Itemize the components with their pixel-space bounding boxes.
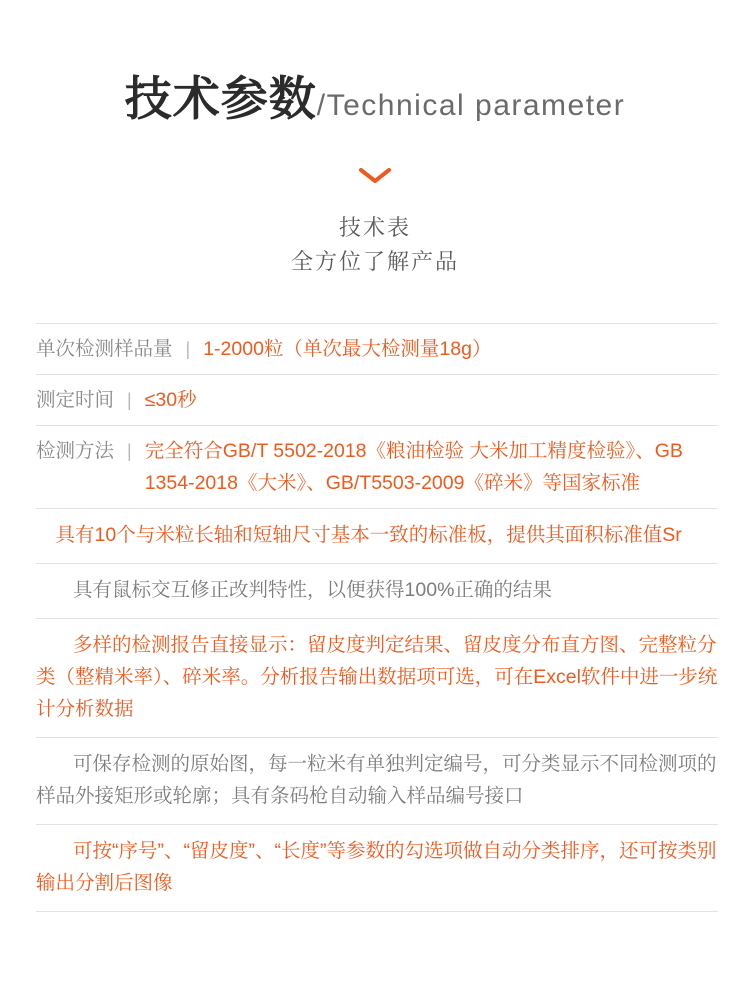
page-title: 技术参数: [124, 72, 317, 125]
table-row: [36, 825, 718, 912]
subheading-line-2: 全方位了解产品: [290, 249, 459, 274]
subheading-block: [0, 211, 750, 279]
row-separator: |: [127, 441, 132, 461]
row-value: 具有10个与米粒长轴和短轴尺寸基本一致的标准板，提供其面积标准值Sr: [55, 524, 682, 546]
row-separator: |: [185, 339, 191, 359]
table-row: [36, 426, 718, 509]
row-value: 可保存检测的原始图，每一粒米有单独判定编号，可分类显示不同检测项的样品外接矩形或轮廓；具有条码枪自动输入样品编号接口: [36, 753, 717, 807]
row-value: ≤30秒: [144, 389, 197, 411]
chevron-down-icon: [358, 167, 392, 189]
row-label: 检测方法: [36, 440, 115, 462]
row-value: 1-2000粒（单次最大检测量18g）: [203, 338, 492, 360]
spec-table: [0, 323, 750, 912]
table-row: [36, 375, 718, 426]
row-value: 具有鼠标交互修正改判特性，以便获得100%正确的结果: [73, 579, 552, 601]
row-label: 单次检测样品量: [36, 338, 173, 360]
row-label: 测定时间: [36, 389, 115, 411]
row-value: 多样的检测报告直接显示：留皮度判定结果、留皮度分布直方图、完整粒分类（整精米率）、碎米率。分析报告输出数据项可选，可在Excel软件中进一步统计分析数据: [36, 634, 718, 720]
table-row: [36, 509, 718, 564]
table-row: [36, 738, 718, 825]
table-row: [36, 564, 718, 619]
page-title-english: /Technical parameter: [316, 89, 626, 122]
subheading-line-1: 技术表: [338, 215, 411, 240]
row-separator: |: [127, 390, 132, 410]
chevron-down-container: [0, 167, 750, 197]
page-header: [0, 0, 750, 129]
table-row: [36, 323, 718, 375]
table-row: [36, 619, 718, 738]
row-value: 可按“序号”、“留皮度”、“长度”等参数的勾选项做自动分类排序，还可按类别输出分割后图像: [36, 840, 717, 894]
row-value: 完全符合GB/T 5502-2018《粮油检验 大米加工精度检验》、GB 1354-2018《大米》、GB/T5503-2009《碎米》等国家标准: [144, 440, 683, 494]
